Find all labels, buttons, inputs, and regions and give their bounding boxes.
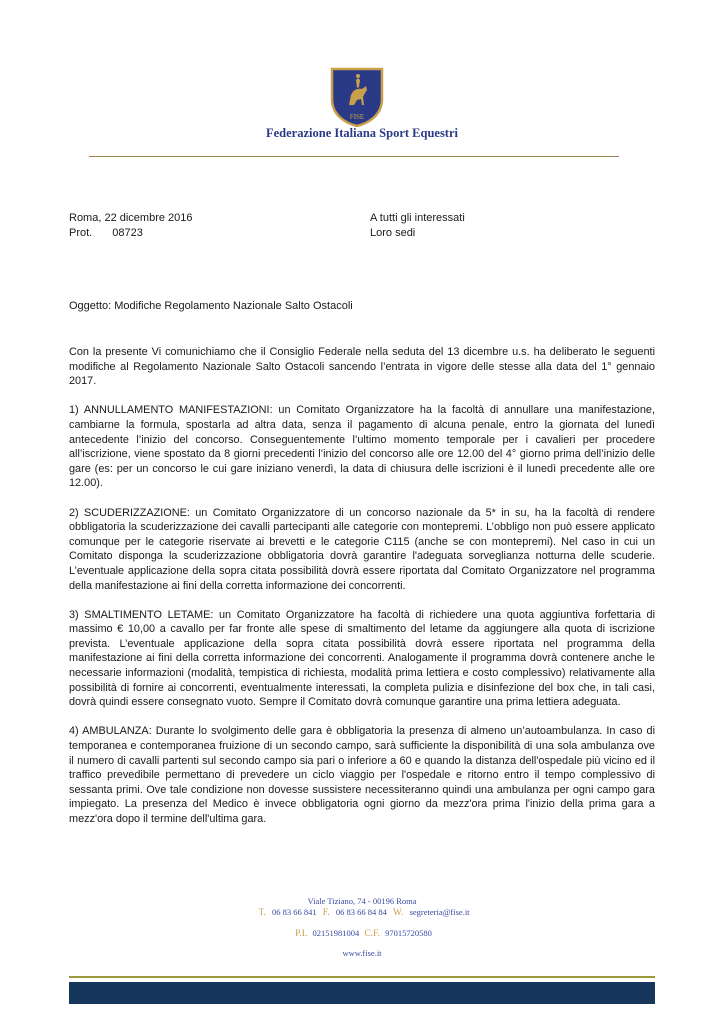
protocol-label: Prot. <box>69 227 93 239</box>
footer-contacts <box>0 907 724 918</box>
letter-subject: Oggetto: Modifiche Regolamento Nazionale Salto Ostacoli <box>69 300 353 312</box>
recipient-line: A tutti gli interessati <box>370 212 465 224</box>
svg-text:FISE: FISE <box>349 113 365 121</box>
fise-logo-icon <box>327 65 387 127</box>
header-divider <box>89 156 619 157</box>
footer-band <box>69 982 655 1004</box>
body-paragraph: 1) ANNULLAMENTO MANIFESTAZIONI: un Comitato Organizzatore ha la facoltà di annullare una manifestazione, cambiarne la formula, spostarla ad altra data, senza il pagamento di alcuna penale, entro la giornata del lunedì antecedente l’inizio del concorso. Conseguentemente l’ultimo momento temporale per i cavalieri per procedere all’iscrizione, viene spostato da 8 giorni precedenti l’inizio del concorso alle ore 12.00 del 4° giorno prima dell’inizio delle gare (es: per un concorso le cui gare iniziano venerdì, la data di chiusura delle iscrizioni è il lunedì precedente alle ore 12.00). <box>69 404 655 490</box>
cf-label: C.F. <box>364 929 380 939</box>
cf-number: 97015720580 <box>385 928 432 938</box>
email-link[interactable]: segreteria@fise.it <box>409 907 470 917</box>
letter-meta <box>69 211 193 241</box>
body-paragraph: 4) AMBULANZA: Durante lo svolgimento delle gara è obbligatoria la presenza di almeno un’autoambulanza. In caso di temporanea e contemporanea fruizione di un secondo campo, sarà sufficiente la disponibilità di una sola ambulanza ove il numero di cavalli partenti sul secondo campo sia pari o inferiore a 60 e quando la distanza dell'ospedale più vicino ed il traffico prevedibile permettano di prevedere un ciclo viaggio per l'ospedale e ritorno entro il tempo complessivo di sessanta primi. Ove tale condizione non dovesse sussistere necessiteranno quindi una ambulanza per ogni campo gara impiegato. La presenza del Medico è invece obbligatoria ogni giorno da mezz'ora prima l'inizio della prima gara a mezz'ora dopo il termine dell'ultima gara. <box>69 725 655 825</box>
fax-number: 06 83 66 84 84 <box>335 907 387 917</box>
body-paragraph: 3) SMALTIMENTO LETAME: un Comitato Organizzatore ha facoltà di richiedere una quota aggiuntiva forfettaria di massimo € 10,00 a cavallo per far fronte alle spese di smaltimento del letame da aggiungere alla quota di iscrizione prevista. L’eventuale applicazione della sopra citata possibilità dovrà essere riportata nel programma della manifestazione ai fini della corretta informazione dei concorrenti. Analogamente il programma dovrà contenere anche le necessarie informazioni (modalità, tempistica di richiesta, modalità prima lettiera e costo complessivo) relativamente alla possibilità di fornire ai concorrenti, eventualmente interessati, la completa pulizia e disinfezione del box che, in tali casi, dovrà quindi essere consegnato vuoto. Sempre il Comitato dovrà comunque garantire una prima lettiera adeguata. <box>69 608 655 709</box>
piva-label: P.I. <box>295 929 308 939</box>
piva-number: 02151981004 <box>312 928 360 938</box>
recipients <box>370 211 465 241</box>
protocol-number: 08723 <box>112 227 143 239</box>
footer-divider <box>69 976 655 978</box>
letter-body <box>69 345 655 841</box>
place-date: Roma, 22 dicembre 2016 <box>69 212 193 224</box>
tel-number: 06 83 66 841 <box>272 907 317 917</box>
protocol-line <box>69 226 193 241</box>
footer-website[interactable]: www.fise.it <box>342 948 382 958</box>
org-name: Federazione Italiana Sport Equestri <box>265 126 458 140</box>
footer-fiscal <box>0 928 724 939</box>
fax-label: F. <box>322 908 330 918</box>
tel-label: T. <box>258 908 266 918</box>
recipient-line: Loro sedi <box>370 227 416 239</box>
body-paragraph: 2) SCUDERIZZAZIONE: un Comitato Organizzatore di un concorso nazionale da 5* in su, ha la facoltà di rendere obbligatoria la scuderizzazione dei cavalli partecipanti alle categorie con montepremi. L’obbligo non può essere applicato comunque per le categorie riservate ai brevetti e le categorie C115 (anche se con montepremi). Nel caso in cui un Comitato disponga la scuderizzazione obbligatoria dovrà garantire l'adeguata sorveglianza notturna delle scuderie. L’eventuale applicazione della sopra citata possibilità dovrà essere riportata dal Comitato Organizzatore nel programma della manifestazione ai fini della corretta informazione dei concorrenti. <box>69 506 655 592</box>
footer-address: Viale Tiziano, 74 - 00196 Roma <box>307 896 417 906</box>
body-paragraph: Con la presente Vi comunichiamo che il Consiglio Federale nella seduta del 13 dicembre u.s. ha deliberato le seguenti modifiche al Regolamento Nazionale Salto Ostacoli sancendo l’entrata in vigore delle stesse alla data del 1° gennaio 2017. <box>69 346 655 388</box>
web-label: W. <box>392 908 404 918</box>
